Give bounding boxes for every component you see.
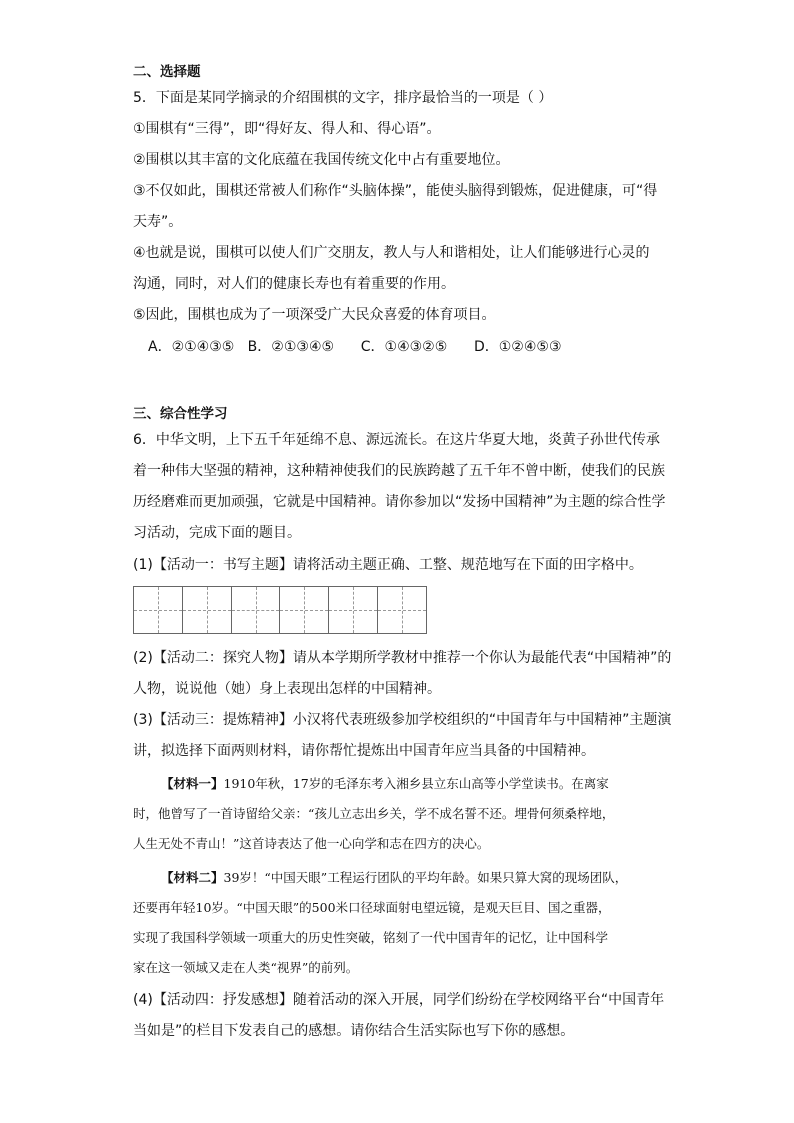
activity-3-line-2: 讲，拟选择下面两则材料，请你帮忙提炼出中国青年应当具备的中国精神。 [133, 743, 595, 759]
material-1-line-1: 【材料一】1910年秋，17岁的毛泽东考入湘乡县立东山高等小学堂读书。在离家 [161, 776, 609, 791]
material-1-label: 【材料一】 [161, 776, 224, 791]
question-6-line-1: 6．中华文明，上下五千年延绵不息、源远流长。在这片华夏大地，炎黄子孙世代传承 [133, 432, 660, 448]
grid-cell[interactable] [329, 587, 378, 633]
question-6-line-4: 习活动，完成下面的题目。 [133, 525, 301, 541]
grid-cell[interactable] [134, 587, 183, 633]
question-6-line-3: 历经磨难而更加顽强，它就是中国精神。请你参加以“发扬中国精神”为主题的综合性学 [133, 494, 666, 510]
section-heading-choice: 二、选择题 [133, 64, 201, 80]
sentence-1: ①围棋有“三得”，即“得好友、得人和、得心语”。 [133, 121, 441, 137]
sentence-4-line-2: 沟通，同时，对人们的健康长寿也有着重要的作用。 [133, 276, 455, 292]
sentence-5: ⑤因此，围棋也成为了一项深受广大民众喜爱的体育项目。 [133, 307, 496, 323]
sentence-3-line-2: 天寿”。 [133, 214, 183, 230]
grid-cell[interactable] [183, 587, 232, 633]
activity-3-line-1: (3)【活动三：提炼精神】小汉将代表班级参加学校组织的“中国青年与中国精神”主题演 [133, 712, 672, 728]
question-5-stem: 5．下面是某同学摘录的介绍围棋的文字，排序最恰当的一项是（ ） [133, 90, 553, 106]
sentence-4-line-1: ④也就是说，围棋可以使人们广交朋友，教人与人和谐相处，让人们能够进行心灵的 [133, 245, 650, 261]
grid-cell[interactable] [378, 587, 426, 633]
material-2-label: 【材料二】 [161, 870, 224, 885]
activity-2-line-2: 人物，说说他（她）身上表现出怎样的中国精神。 [133, 681, 441, 697]
material-1-line-2: 时，他曾写了一首诗留给父亲：“孩儿立志出乡关，学不成名誓不还。埋骨何须桑梓地， [133, 806, 615, 821]
grid-cell[interactable] [232, 587, 281, 633]
activity-1: (1)【活动一：书写主题】请将活动主题正确、工整、规范地写在下面的田字格中。 [133, 557, 643, 573]
sentence-2: ②围棋以其丰富的文化底蕴在我国传统文化中占有重要地位。 [133, 152, 510, 168]
activity-4-line-2: 当如是”的栏目下发表自己的感想。请你结合生活实际也写下你的感想。 [133, 1023, 575, 1039]
section-heading-comprehensive: 三、综合性学习 [133, 406, 228, 422]
writing-grid[interactable] [133, 586, 427, 634]
material-2-line-4: 家在这一领域又走在人类“视界”的前列。 [133, 960, 359, 975]
sentence-3-line-1: ③不仅如此，围棋还常被人们称作“头脑体操”，能使头脑得到锻炼，促进健康，可“得 [133, 183, 658, 199]
material-1-line-3: 人生无处不青山！”这首诗表达了他一心向学和志在四方的决心。 [133, 836, 490, 851]
activity-2-line-1: (2)【活动二：探究人物】请从本学期所学教材中推荐一个你认为最能代表“中国精神”的 [133, 650, 672, 666]
material-2-line-1: 【材料二】39岁！“中国天眼”工程运行团队的平均年龄。如果只算大窝的现场团队， [161, 870, 628, 885]
grid-cell[interactable] [280, 587, 329, 633]
question-5-options: A．②①④③⑤ B．②①③④⑤ C．①④③②⑤ D．①②④⑤③ [148, 339, 562, 355]
question-6-line-2: 着一种伟大坚强的精神，这种精神使我们的民族跨越了五千年不曾中断，使我们的民族 [133, 463, 665, 479]
activity-4-line-1: (4)【活动四：抒发感想】随着活动的深入开展，同学们纷纷在学校网络平台“中国青年 [133, 992, 665, 1008]
material-2-line-2: 还要再年轻10岁。“中国天眼”的500米口径球面射电望远镜，是观天巨目、国之重器， [133, 900, 611, 915]
material-2-line-3: 实现了我国科学领域一项重大的历史性突破，铭刻了一代中国青年的记忆，让中国科学 [133, 930, 609, 945]
